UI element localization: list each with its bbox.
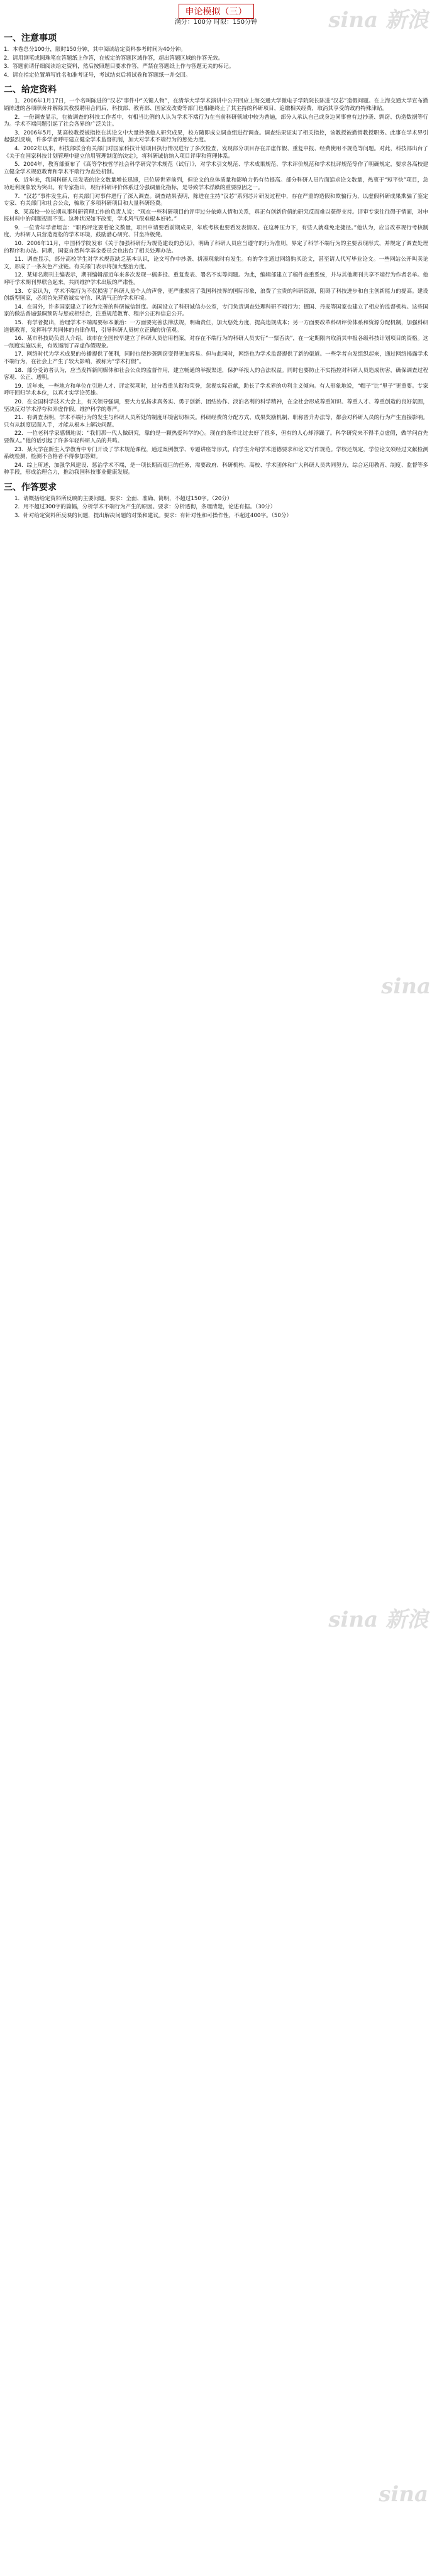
- material-paragraph: 3．2006年5月，某高校教授被指控在其论文中大量抄袭他人研究成果，校方随即成立调查组进行调查。调查结果证实了相关指控，该教授被撤销教授职务。此事在学术界引起强烈反响，许多学者呼吁建立健全学术监督机制，加大对学术不端行为的惩处力度。: [4, 129, 428, 144]
- questions-body: [0, 496, 432, 520]
- note-item: 2．请用钢笔或圆珠笔在答题纸上作答，在规定的答题区域作答，超出答题区域的作答无效。: [4, 55, 224, 62]
- material-paragraph: 8．某高校一位长期从事科研管理工作的负责人说：“现在一些科研项目的评审过分依赖人情和关系，真正有创新价值的研究反而难以获得支持。评审专家往往碍于情面，对申报材料中的问题视而不见。这种状况如不改变，学术风气很难根本好转。”: [4, 209, 428, 223]
- material-paragraph: 4．2002年以来，科技部联合有关部门对国家科技计划项目执行情况进行了多次检查，发现部分项目存在弄虚作假、重复申报、经费使用不规范等问题。对此，科技部出台了《关于在国家科技计划管理中建立信用管理制度的决定》，将科研诚信纳入项目评审和管理体系。: [4, 145, 428, 160]
- material-paragraph: 11．调查显示，部分高校学生对学术规范缺乏基本认识，论文写作中抄袭、拼凑现象时有发生。有的学生通过网络购买论文，甚至请人代写毕业论文。一些网站公开叫卖论文，形成了一条灰色产业链。有关部门表示将加大整治力度。: [4, 256, 428, 270]
- exam-meta: 满分：100分 时限：150分钟: [174, 19, 258, 26]
- material-paragraph: 12．某知名期刊主编表示，期刊编辑部近年来多次发现一稿多投、重复发表、署名不实等问题。为此，编辑部建立了稿件查重系统，并与其他期刊共享不端行为作者名单。他呼吁学术期刊界联合起来，共同维护学术出版的严肃性。: [4, 272, 428, 287]
- material-paragraph: 15．有学者提出，治理学术不端需要标本兼治：一方面要完善法律法规，明确责任，加大惩处力度，提高违规成本；另一方面要改革科研评价体系和资源分配机制，加强科研道德教育，发挥科学共同体的自律作用，引导科研人员树立正确的价值观。: [4, 320, 428, 334]
- material-paragraph: 7．“汉芯”事件发生后，有关部门对事件进行了深入调查。调查结果表明，陈进在主持“汉芯”系列芯片研发过程中，存在严重的造假和欺骗行为，以虚假科研成果欺骗了鉴定专家、有关部门和社会公众，骗取了多项科研项目和大量科研经费。: [4, 193, 428, 207]
- material-paragraph: 24．综上所述，加强学风建设、惩治学术不端，是一项长期而艰巨的任务，需要政府、科研机构、高校、学术团体和广大科研人员共同努力，综合运用教育、制度、监督等多种手段，形成治理合力，推动我国科技事业健康发展。: [4, 462, 428, 476]
- sina-watermark: sina: [379, 2482, 428, 2507]
- material-paragraph: 2．一份调查显示，在被调查的科技工作者中，有相当比例的人认为学术不端行为在当前科研领域中较为普遍，部分人承认自己或身边同事曾有过抄袭、剽窃、伪造数据等行为。学术不端问题引起了社会各界的广泛关注。: [4, 114, 428, 128]
- material-paragraph: 23．某大学在新生入学教育中专门开设了学术规范课程，通过案例教学、专题讲座等形式，向学生介绍学术道德要求和论文写作规范。学校还规定，学位论文须经过文献检测系统检测，检测不合格者不得参加答辩。: [4, 446, 428, 461]
- material-paragraph: 21．有调查表明，学术不端行为的发生与科研人员所处的制度环境密切相关。科研经费的分配方式、成果奖励机制、职称晋升办法等，都会对科研人员的行为产生直接影响。只有从制度层面入手，才能从根本上解决问题。: [4, 415, 428, 428]
- material-paragraph: 18．部分受访者认为，应当发挥新闻媒体和社会公众的监督作用，建立畅通的举报渠道，保护举报人的合法权益。同时也要防止不实指控对科研人员造成伤害，确保调查过程客观、公正、透明。: [4, 367, 428, 381]
- material-paragraph: 10．2006年11月，中国科学院发布《关于加强科研行为规范建设的意见》，明确了科研人员应当遵守的行为准则，界定了科学不端行为的主要表现形式，并规定了调查处理的程序和办法。同期，国家自然科学基金委员会也出台了相关处理办法。: [4, 241, 428, 254]
- material-paragraph: 6．近年来，我国科研人员发表的论文数量增长迅速，已位居世界前列，但论文的总体质量和影响力仍有待提高。部分科研人员片面追求论文数量，热衷于“短平快”项目，急功近利现象较为突出。有专家指出，现行科研评价体系过分强调量化指标，是导致学术浮躁的重要原因之一。: [4, 177, 428, 191]
- material-paragraph: 1．2006年1月17日，一个名叫陈进的“汉芯”事件中“关键人物”，在清华大学学术演讲中公开回应上海交通大学微电子学院院长陈进“汉芯”造假问题。在上海交通大学宣布撤销陈进的各项职务并解除其教授聘用合同后，科技部、教育部、国家发改委等部门也相继终止了其主持的科研项目，追缴相关经费，取消其享受的政府特殊津贴。: [4, 98, 428, 112]
- material-paragraph: 13．专家认为，学术不端行为不仅损害了科研人员个人的声誉，更严重损害了我国科技界的国际形象，浪费了宝贵的科研资源，阻碍了科技进步和自主创新能力的提高。建设创新型国家，必须首先营造诚实守信、风清气正的学术环境。: [4, 288, 428, 302]
- material-paragraph: 14．在国外，许多国家建立了较为完善的科研诚信制度。美国设立了科研诚信办公室，专门负责调查处理科研不端行为；德国、丹麦等国家也建立了相应的监督机构。这些国家的做法普遍强调预防与惩戒相结合，注重规范教育、程序公正和信息公开。: [4, 303, 428, 318]
- material-paragraph: 19．近年来，一些地方和单位在引进人才、评定奖项时，过分看重头衔和荣誉，忽视实际贡献，助长了学术界的功利主义倾向。有人形象地说，“帽子”比“里子”更重要。专家呼吁回归学术本位，以真才实学论英雄。: [4, 383, 428, 397]
- page-title: 申论模拟（三）: [0, 0, 432, 18]
- question-item: 3．针对给定资料所反映的问题，提出解决问题的对策和建议。要求：有针对性和可操作性，不超过400字。（50分）: [14, 513, 292, 520]
- section-heading: 二、给定资料: [4, 85, 57, 96]
- material-paragraph: 20．在全国科学技术大会上，有关领导强调，要大力弘扬求真务实、勇于创新、团结协作、淡泊名利的科学精神，在全社会形成尊重知识、尊重人才、尊重创造的良好氛围，坚决反对学术浮夸和弄虚作假，维护科学的尊严。: [4, 398, 428, 413]
- note-item: 4．请在指定位置填写姓名和准考证号，考试结束后将试卷和答题纸一并交回。: [4, 72, 191, 79]
- note-item: 1．本卷总分100分，限时150分钟，其中阅读给定资料参考时间为40分钟。: [4, 46, 186, 53]
- question-item: 2．用不超过300字的篇幅，分析学术不端行为产生的原因。要求：分析透彻，条理清楚，论述有据。（30分）: [14, 504, 276, 511]
- material-paragraph: 17．网络时代为学术成果的传播提供了便利，同时也使抄袭剽窃变得更加容易。但与此同时，网络也为学术监督提供了新的渠道。一些学者自发组织起来，通过网络揭露学术不端行为，在社会上产生了较大影响，被称为“学术打假”。: [4, 351, 428, 365]
- sina-watermark: sina 新浪: [328, 8, 428, 33]
- material-paragraph: 5．2004年，教育部颁布了《高等学校哲学社会科学研究学术规范（试行）》，对学术引文规范、学术成果规范、学术评价规范和学术批评规范等作了明确规定，要求各高校建立健全学术规范教育和学术不端行为查处机制。: [4, 161, 428, 175]
- sina-watermark: sina: [381, 974, 431, 999]
- sina-watermark: sina 新浪: [328, 1607, 428, 1632]
- section-heading: 三、作答要求: [4, 482, 57, 493]
- section-heading: 一、注意事项: [4, 33, 57, 43]
- note-item: 3．答题前请仔细阅读给定资料，然后按照题目要求作答，严禁在答题纸上作与答题无关的标记。: [4, 63, 235, 70]
- materials-body: [0, 98, 432, 477]
- material-paragraph: 16．某市科技局负责人介绍，该市在全国较早建立了科研人员信用档案，对存在不端行为的科研人员实行“一票否决”，在一定期限内取消其申报各级科技计划项目的资格。这一制度实施以来，有效遏制了弄虚作假现象。: [4, 336, 428, 349]
- material-paragraph: 9．一位青年学者坦言：“职称评定要看论文数量，项目申请要看前期成果，年底考核也要看发表情况。在这种压力下，有些人就难免走捷径。”他认为，应当改革现行考核制度，为科研人员营造宽松的学术环境，鼓励潜心研究、甘坐冷板凳。: [4, 224, 428, 239]
- question-item: 1．请概括给定资料所反映的主要问题。要求：全面、准确、简明，不超过150字。（20分）: [14, 495, 233, 502]
- material-paragraph: 22．一位老科学家感慨地说：“我们那一代人做研究，靠的是一颗热爱科学的心。现在的条件比过去好了很多，但有的人心却浮躁了。科学研究来不得半点虚假，做学问首先要做人。”他的话引起了许多年轻科研人员的共鸣。: [4, 430, 428, 444]
